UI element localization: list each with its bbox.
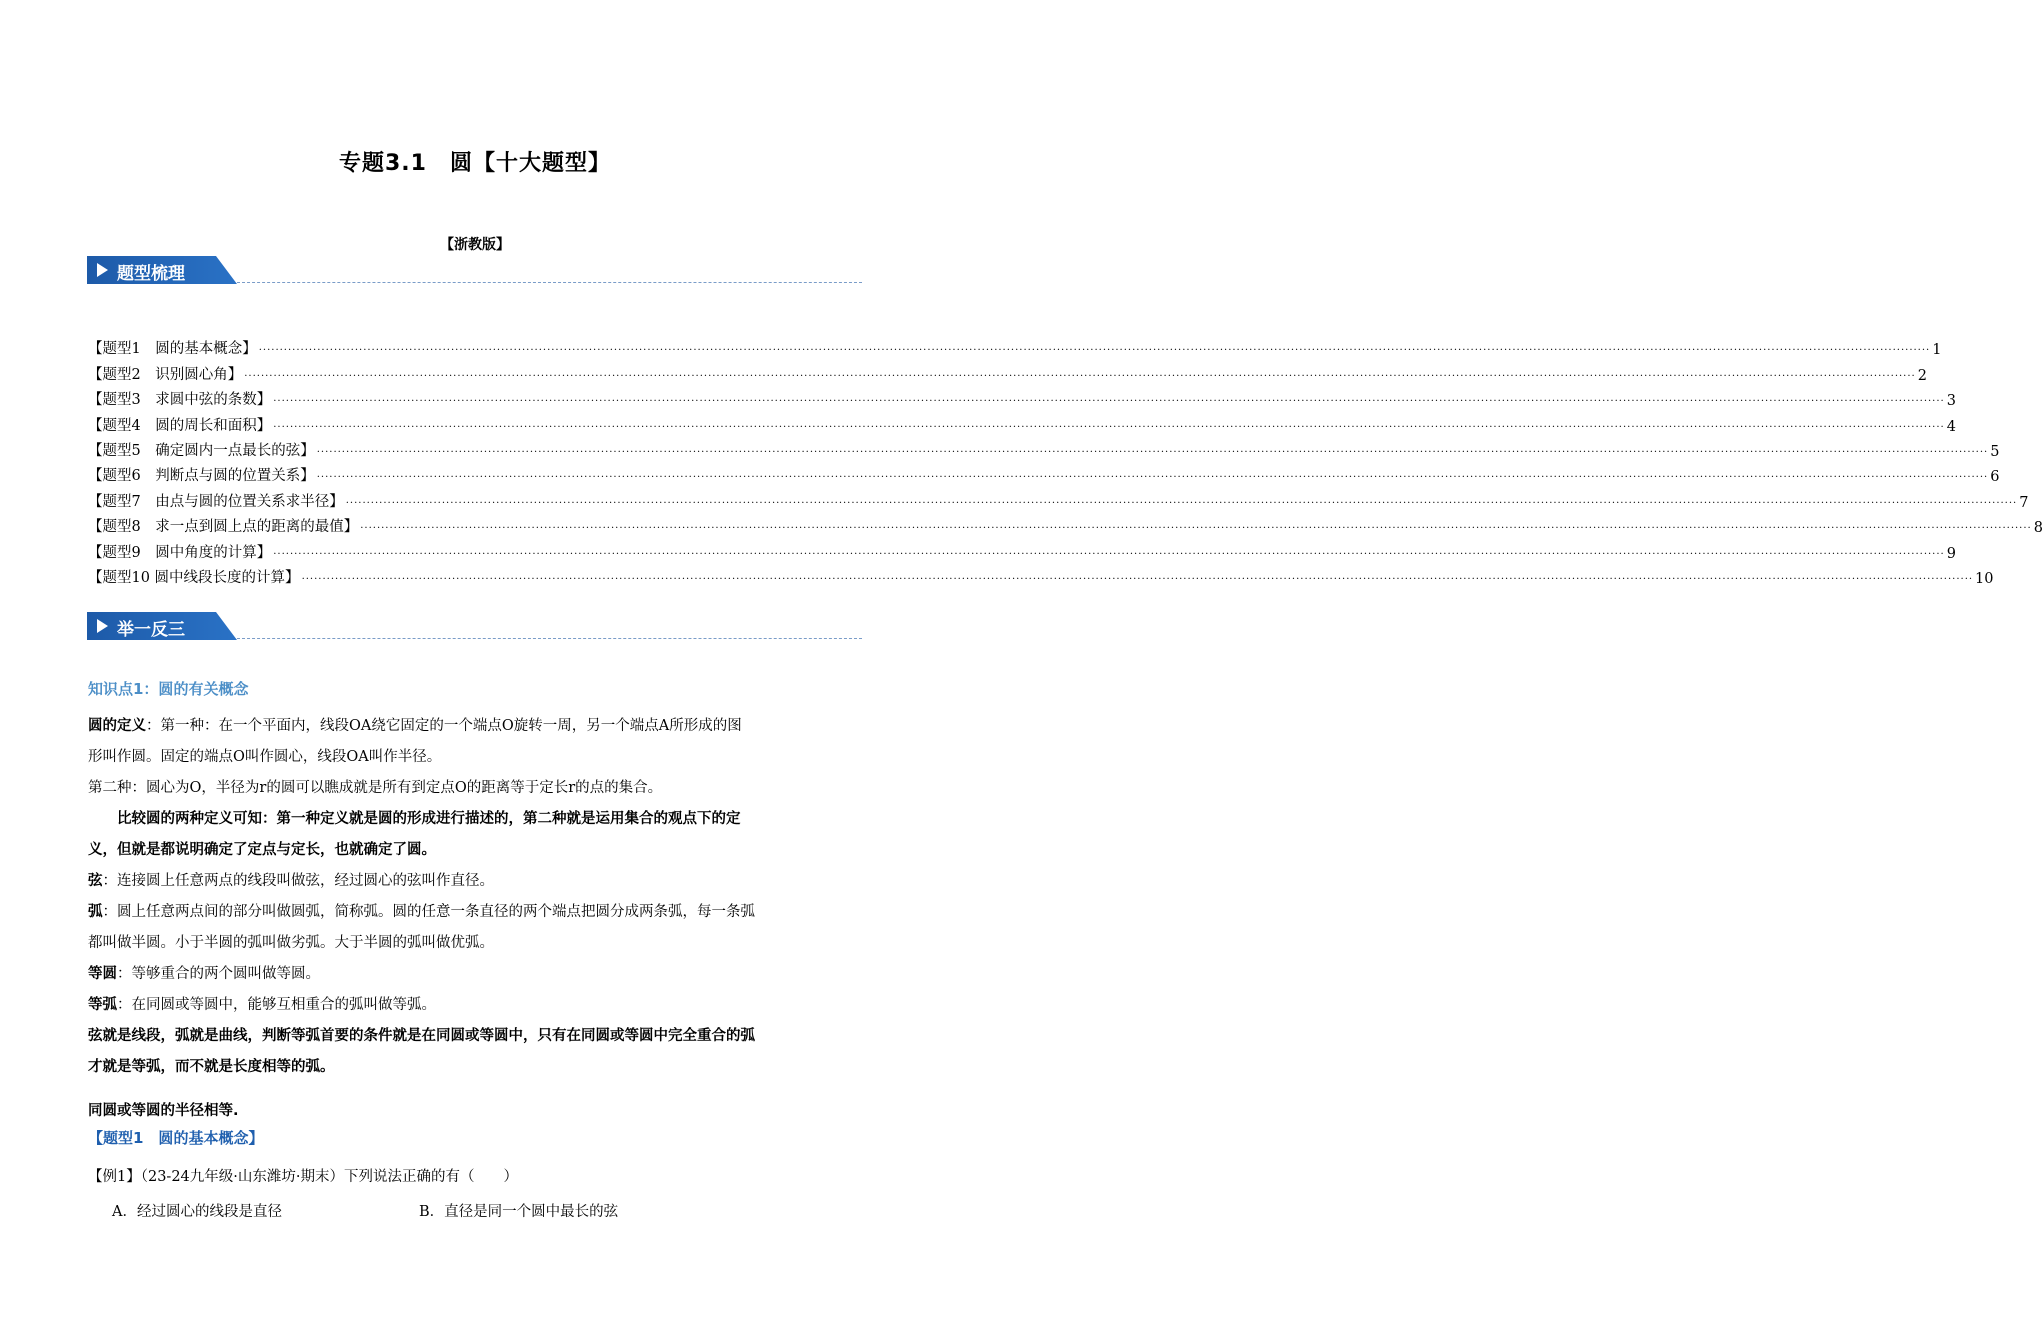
toc-entry-label[interactable]: 【题型5 确定圆内一点最长的弦】 <box>88 442 315 459</box>
toc-entry-label[interactable]: 【题型1 圆的基本概念】 <box>88 341 257 358</box>
toc-entry[interactable] <box>88 536 1956 562</box>
toc-entry-label[interactable]: 【题型8 求一点到圆上点的距离的最值】 <box>88 519 359 536</box>
toc-leader-dots: ................................................................................................................................................................................................................................................................................................................................................................................................................ <box>316 469 1989 481</box>
note-line-1: 弦就是线段，弧就是曲线，判断等弧首要的条件就是在同圆或等圆中，只有在同圆或等圆中完全重合的弧 <box>88 1028 755 1044</box>
toc-entry[interactable] <box>88 511 2043 537</box>
equal-circle-text: ：等够重合的两个圆叫做等圆。 <box>117 966 320 982</box>
note-line-2: 才就是等弧，而不就是长度相等的弧。 <box>88 1059 335 1075</box>
toc-leader-dots: ................................................................................................................................................................................................................................................................................................................................................................................................................ <box>244 367 1916 379</box>
dashed-divider <box>237 638 862 639</box>
play-triangle-icon <box>97 263 108 277</box>
toc-entry-label[interactable]: 【题型3 求圆中弦的条数】 <box>88 392 272 409</box>
toc-entry[interactable] <box>88 460 2000 486</box>
definition-label: 圆的定义 <box>88 718 146 734</box>
definition-text: ：第一种：在一个平面内，线段OA绕它固定的一个端点O旋转一周，另一个端点A所形成的图 <box>146 718 742 734</box>
option-b: B．直径是同一个圆中最长的弦 <box>419 1204 619 1220</box>
toc-page-number[interactable]: 6 <box>1990 469 2000 486</box>
toc-page-number[interactable]: 1 <box>1932 342 1942 359</box>
toc-leader-dots: ................................................................................................................................................................................................................................................................................................................................................................................................................ <box>258 342 1931 354</box>
compare-line-2: 义，但就是都说明确定了定点与定长，也就确定了圆。 <box>88 842 436 858</box>
knowledge-heading: 知识点1：圆的有关概念 <box>88 680 249 698</box>
edition-label: 【浙教版】 <box>440 237 510 253</box>
arc-label: 弧 <box>88 904 103 920</box>
toc-entry[interactable] <box>88 358 1927 384</box>
toc-page-number[interactable]: 4 <box>1946 418 1956 435</box>
compare-line-1: 比较圆的两种定义可知：第一种定义就是圆的形成进行描述的，第二种就是运用集合的观点下的定 <box>117 811 741 827</box>
definition-paragraph <box>88 711 864 1083</box>
banner-label: 举一反三 <box>117 620 185 640</box>
option-a: A．经过圆心的线段是直径 <box>112 1204 282 1220</box>
definition-second: 第二种：圆心为O，半径为r的圆可以瞧成就是所有到定点O的距离等于定长r的点的集合。 <box>88 780 663 796</box>
example-label: 【例1】 <box>88 1169 141 1185</box>
toc-entry-label[interactable]: 【题型2 识别圆心角】 <box>88 366 243 383</box>
toc-entry[interactable] <box>88 409 1956 435</box>
toc-leader-dots: ................................................................................................................................................................................................................................................................................................................................................................................................................ <box>273 545 1945 557</box>
toc-leader-dots: ................................................................................................................................................................................................................................................................................................................................................................................................................ <box>273 393 1945 405</box>
toc-leader-dots: ................................................................................................................................................................................................................................................................................................................................................................................................................ <box>316 443 1989 455</box>
toc-entry[interactable] <box>88 562 1994 587</box>
toc-page-number[interactable]: 8 <box>2033 520 2043 537</box>
toc-page-number[interactable]: 10 <box>1975 570 1994 587</box>
example-1 <box>88 1162 864 1193</box>
arc-text: ：圆上任意两点间的部分叫做圆弧，简称弧。圆的任意一条直径的两个端点把圆分成两条弧，每一条弧 <box>102 904 755 920</box>
banner-overview <box>87 256 862 286</box>
type1-heading: 【题型1 圆的基本概念】 <box>88 1129 264 1147</box>
toc-entry[interactable] <box>88 485 2029 511</box>
toc-leader-dots: ................................................................................................................................................................................................................................................................................................................................................................................................................ <box>360 520 2032 532</box>
page-title: 专题3.1 圆【十大题型】 <box>339 151 611 176</box>
toc-entry[interactable] <box>88 435 2000 460</box>
toc-entry-label[interactable]: 【题型9 圆中角度的计算】 <box>88 544 272 561</box>
banner-practice <box>87 612 862 642</box>
toc-leader-dots: ................................................................................................................................................................................................................................................................................................................................................................................................................ <box>273 418 1945 430</box>
chord-text: ：连接圆上任意两点的线段叫做弦，经过圆心的弦叫作直径。 <box>102 873 494 889</box>
play-triangle-icon <box>97 619 108 633</box>
dashed-divider <box>237 282 862 283</box>
toc-entry[interactable] <box>88 333 1942 359</box>
arc-text-cont: 都叫做半圆。小于半圆的弧叫做劣弧。大于半圆的弧叫做优弧。 <box>88 935 494 951</box>
example-text: （23-24九年级·山东潍坊·期末）下列说法正确的有（ ） <box>140 1169 519 1185</box>
toc-page-number[interactable]: 9 <box>1946 545 1956 562</box>
definition-text-cont: 形叫作圆。固定的端点O叫作圆心，线段OA叫作半径。 <box>88 749 442 765</box>
toc-page-number[interactable]: 2 <box>1917 367 1927 384</box>
toc-leader-dots: ................................................................................................................................................................................................................................................................................................................................................................................................................ <box>301 570 1974 582</box>
toc-entry-label[interactable]: 【题型6 判断点与圆的位置关系】 <box>88 468 315 485</box>
toc-entry-label[interactable]: 【题型7 由点与圆的位置关系求半径】 <box>88 493 344 510</box>
toc-entry[interactable] <box>88 384 1956 410</box>
equal-circle-label: 等圆 <box>88 966 117 982</box>
equal-arc-text: ：在同圆或等圆中，能够互相重合的弧叫做等弧。 <box>117 997 436 1013</box>
toc-entry-label[interactable]: 【题型10 圆中线段长度的计算】 <box>88 569 300 586</box>
note-line-3: 同圆或等圆的半径相等. <box>88 1103 239 1119</box>
toc-leader-dots: ................................................................................................................................................................................................................................................................................................................................................................................................................ <box>345 494 2018 506</box>
equal-arc-label: 等弧 <box>88 997 117 1013</box>
banner-label: 题型梳理 <box>117 264 185 284</box>
toc-entry-label[interactable]: 【题型4 圆的周长和面积】 <box>88 417 272 434</box>
toc-page-number[interactable]: 7 <box>2019 494 2029 511</box>
table-of-contents <box>88 333 2043 587</box>
chord-label: 弦 <box>88 873 103 889</box>
toc-page-number[interactable]: 3 <box>1946 393 1956 410</box>
toc-page-number[interactable]: 5 <box>1990 443 2000 460</box>
